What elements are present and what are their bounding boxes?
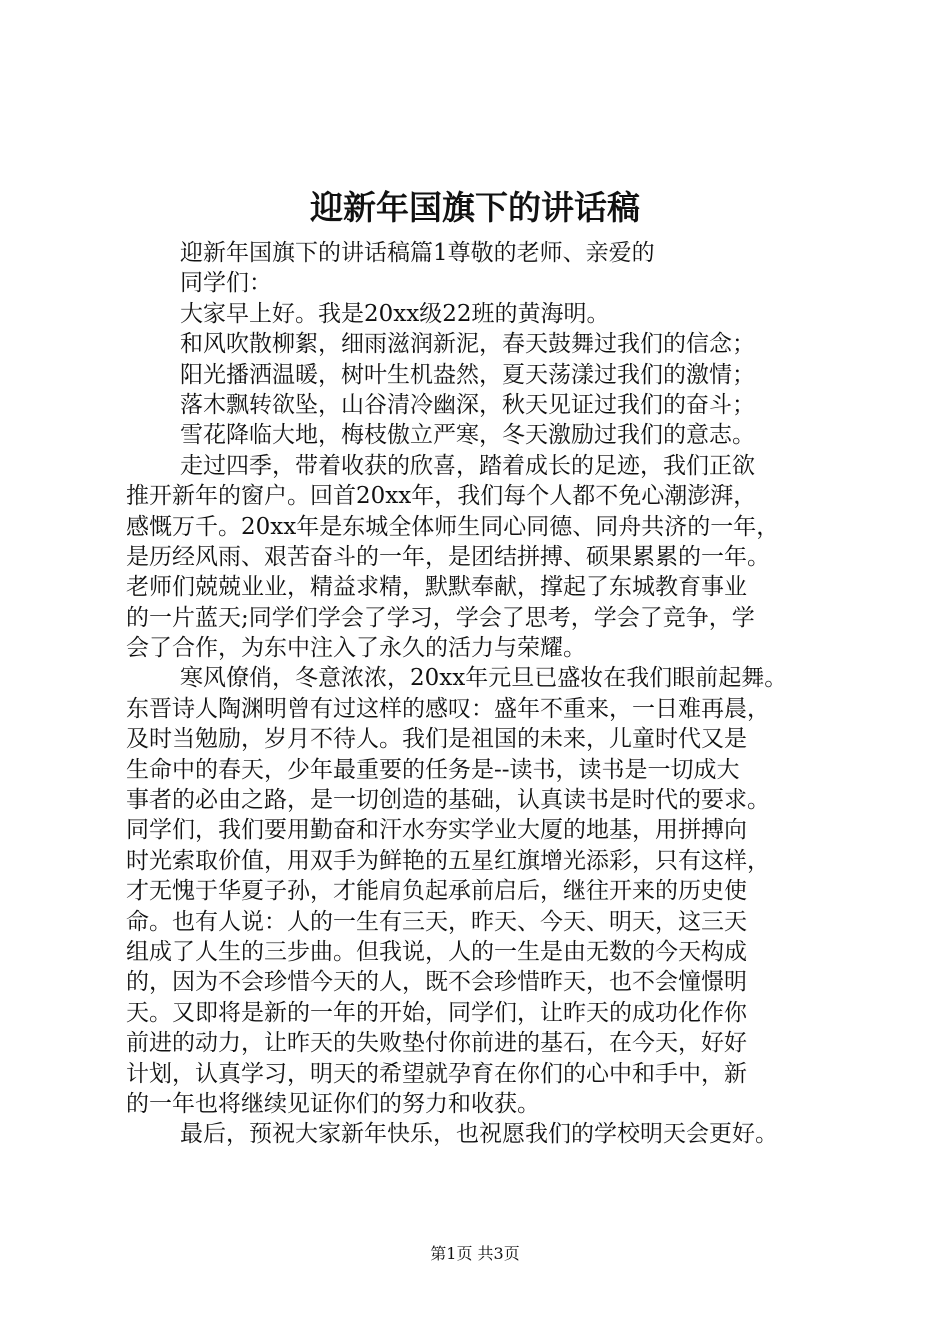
paragraph-line: 前进的动力，让昨天的失败垫付你前进的基石，在今天，好好 [126,1030,747,1057]
paragraph-line: 的，因为不会珍惜今天的人，既不会珍惜昨天，也不会憧憬明 [126,969,747,996]
paragraph-line: 计划，认真学习，明天的希望就孕育在你们的心中和手中，新 [126,1060,747,1087]
paragraph-line: 时光索取价值，用双手为鲜艳的五星红旗增光添彩，只有这样， [126,847,770,874]
paragraph-line: 阳光播洒温暖，树叶生机盎然，夏天荡漾过我们的激情； [180,361,755,388]
paragraph-line: 会了合作，为东中注入了永久的活力与荣耀。 [126,635,586,662]
paragraph-line: 大家早上好。我是20xx级22班的黄海明。 [180,300,610,327]
paragraph-line: 命。也有人说：人的一生有三天，昨天、今天、明天，这三天 [126,908,747,935]
paragraph-line: 感慨万千。20xx年是东城全体师生同心同德、同舟共济的一年， [126,513,780,540]
paragraph-line: 组成了人生的三步曲。但我说，人的一生是由无数的今天构成 [126,938,747,965]
paragraph-line: 东晋诗人陶渊明曾有过这样的感叹：盛年不重来，一日难再晨， [126,695,770,722]
paragraph-line: 同学们： [180,270,272,297]
page-title: 迎新年国旗下的讲话稿 [310,188,640,227]
paragraph-line: 同学们，我们要用勤奋和汗水夯实学业大厦的地基，用拼搏向 [126,817,747,844]
paragraph-line: 最后，预祝大家新年快乐，也祝愿我们的学校明天会更好。 [180,1121,778,1148]
paragraph-line: 雪花降临大地，梅枝傲立严寒，冬天激励过我们的意志。 [180,422,755,449]
paragraph-line: 走过四季，带着收获的欣喜，踏着成长的足迹，我们正欲 [180,452,755,479]
paragraph-line: 及时当勉励，岁月不待人。我们是祖国的未来，儿童时代又是 [126,726,747,753]
paragraph-line: 推开新年的窗户。回首20xx年，我们每个人都不免心潮澎湃， [126,483,757,510]
paragraph-line: 天。又即将是新的一年的开始，同学们，让昨天的成功化作你 [126,999,747,1026]
paragraph-line: 的一年也将继续见证你们的努力和收获。 [126,1090,540,1117]
speech-body [126,238,856,1150]
paragraph-line: 事者的必由之路，是一切创造的基础，认真读书是时代的要求。 [126,787,770,814]
paragraph-line: 和风吹散柳絮，细雨滋润新泥，春天鼓舞过我们的信念； [180,331,755,358]
paragraph-line: 迎新年国旗下的讲话稿篇1尊敬的老师、亲爱的 [180,240,655,266]
paragraph-line: 是历经风雨、艰苦奋斗的一年，是团结拼搏、硕果累累的一年。 [126,543,770,570]
paragraph-line: 生命中的春天，少年最重要的任务是--读书，读书是一切成大 [126,756,740,783]
paragraph-line: 才无愧于华夏子孙，才能肩负起承前启后，继往开来的历史使 [126,878,747,905]
page-footer: 第1页 共3页 [430,1244,520,1263]
paragraph-line: 寒风僚俏，冬意浓浓，20xx年元旦已盛妆在我们眼前起舞。 [180,665,788,692]
paragraph-line: 老师们兢兢业业，精益求精，默默奉献，撑起了东城教育事业 [126,574,747,601]
paragraph-line: 落木飘转欲坠，山谷清冷幽深，秋天见证过我们的奋斗； [180,391,755,418]
paragraph-line: 的一片蓝天;同学们学会了学习，学会了思考，学会了竞争，学 [126,604,755,631]
